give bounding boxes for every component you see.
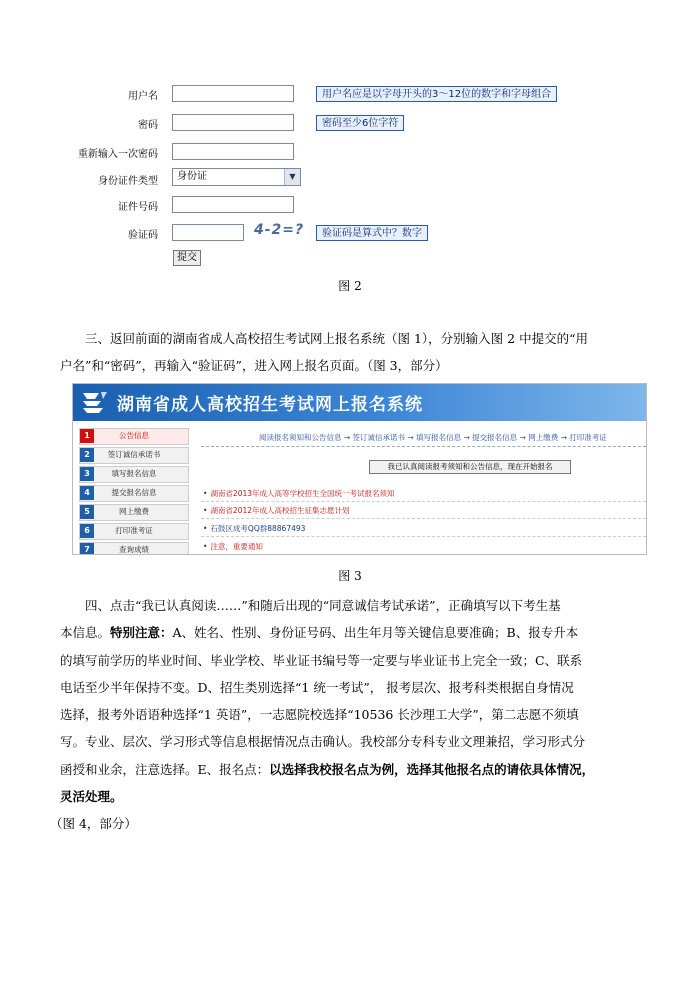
registration-system-screenshot xyxy=(72,383,647,555)
password-label: 密码 xyxy=(138,120,158,131)
id-number-label: 证件号码 xyxy=(118,202,158,213)
step-3-paragraph: 三、返回前面的湖南省成人高校招生考试网上报名系统（图 1），分别输入图 2 中提交的“用 户名”和“密码”，再输入“验证码”，进入网上报名页面。（图 3，部分） xyxy=(60,331,588,374)
captcha-label: 验证码 xyxy=(128,230,158,241)
system-banner xyxy=(73,384,646,421)
menu-item-print-ticket[interactable]: 6 打印准考证 xyxy=(79,523,189,540)
menu-item-submit-info[interactable]: 4 提交报名信息 xyxy=(79,485,189,502)
id-type-label: 身份证件类型 xyxy=(98,176,158,187)
password-hint: 密码至少6位字符 xyxy=(316,115,404,131)
figure-3-caption: 图 3 xyxy=(338,569,362,583)
divider xyxy=(201,446,646,447)
confirm-password-input[interactable] xyxy=(172,143,294,160)
menu-item-scores[interactable]: 7 查询成绩 xyxy=(79,542,189,555)
menu-item-sign-pledge[interactable]: 2 签订诚信承诺书 xyxy=(79,447,189,464)
menu-item-announcements[interactable]: 1 公告信息 xyxy=(79,428,189,445)
id-type-select[interactable] xyxy=(172,168,301,186)
side-menu xyxy=(79,428,189,555)
username-label: 用户名 xyxy=(128,91,158,102)
news-item[interactable]: • 注意，重要通知 xyxy=(203,542,263,551)
divider xyxy=(201,536,646,537)
news-item[interactable]: • 湖南省2012年成人高校招生征集志愿计划 xyxy=(203,506,350,515)
system-title: 湖南省成人高校招生考试网上报名系统 xyxy=(117,395,423,415)
news-item[interactable]: • 石鼓区成考QQ群88867493 xyxy=(203,524,306,533)
captcha-image: 4-2=? xyxy=(254,222,305,238)
figure-2-caption: 图 2 xyxy=(338,279,362,293)
menu-item-payment[interactable]: 5 网上缴费 xyxy=(79,504,189,521)
id-number-input[interactable] xyxy=(172,196,294,213)
confirm-password-label: 重新输入一次密码 xyxy=(78,149,158,160)
id-type-value: 身份证 xyxy=(177,171,207,182)
chevron-down-icon[interactable]: ▼ xyxy=(284,169,300,185)
password-input[interactable] xyxy=(172,114,294,131)
username-input[interactable] xyxy=(172,85,294,102)
username-hint: 用户名应是以字母开头的3～12位的数字和字母组合 xyxy=(316,86,557,102)
news-item[interactable]: • 湖南省2013年成人高等学校招生全国统一考试报名须知 xyxy=(203,489,395,498)
captcha-input[interactable] xyxy=(172,224,244,241)
agree-start-button[interactable]: 我已认真阅读报考须知和公告信息，现在开始报名 xyxy=(369,460,571,474)
submit-button[interactable]: 提交 xyxy=(173,250,201,266)
divider xyxy=(201,518,646,519)
divider xyxy=(201,501,646,502)
step-4-paragraph: 四、点击“我已认真阅读……”和随后出现的“同意诚信考试承诺”，正确填写以下考生基 本信息。特别注意：A、姓名、性别、身份证号码、出生年月等关键信息要准确；B、报专升本 的填写前学历的毕业时间、毕业学校、毕业证书编号等一定要与毕业证书上完全一致；C、联系 电话至少半年保持不变。D、招生类别选择“1 统一考试”， 报考层次、报考科类根据自身情况 选择，报考外语语种选择“1 英语”，一志愿院校选择“10536 长沙理工大学”，第二志愿不须填 写。专业、层次、学习形式等信息根据情况点击确认。我校部分专科专业文理兼招，学习形式分 函授和业余，注意选择。E、报名点：以选择我校报名点为例，选择其他报名点的请依具体情况， 灵活处理。 （图 4，部分） xyxy=(50,598,595,832)
menu-item-fill-info[interactable]: 3 填写报名信息 xyxy=(79,466,189,483)
captcha-hint: 验证码是算式中？数字 xyxy=(316,225,428,241)
process-breadcrumb: 阅读报名须知和公告信息 → 签订诚信承诺书 → 填写报名信息 → 提交报名信息 → 网上缴费 → 打印准考证 xyxy=(259,433,607,442)
system-logo-icon xyxy=(81,389,109,415)
